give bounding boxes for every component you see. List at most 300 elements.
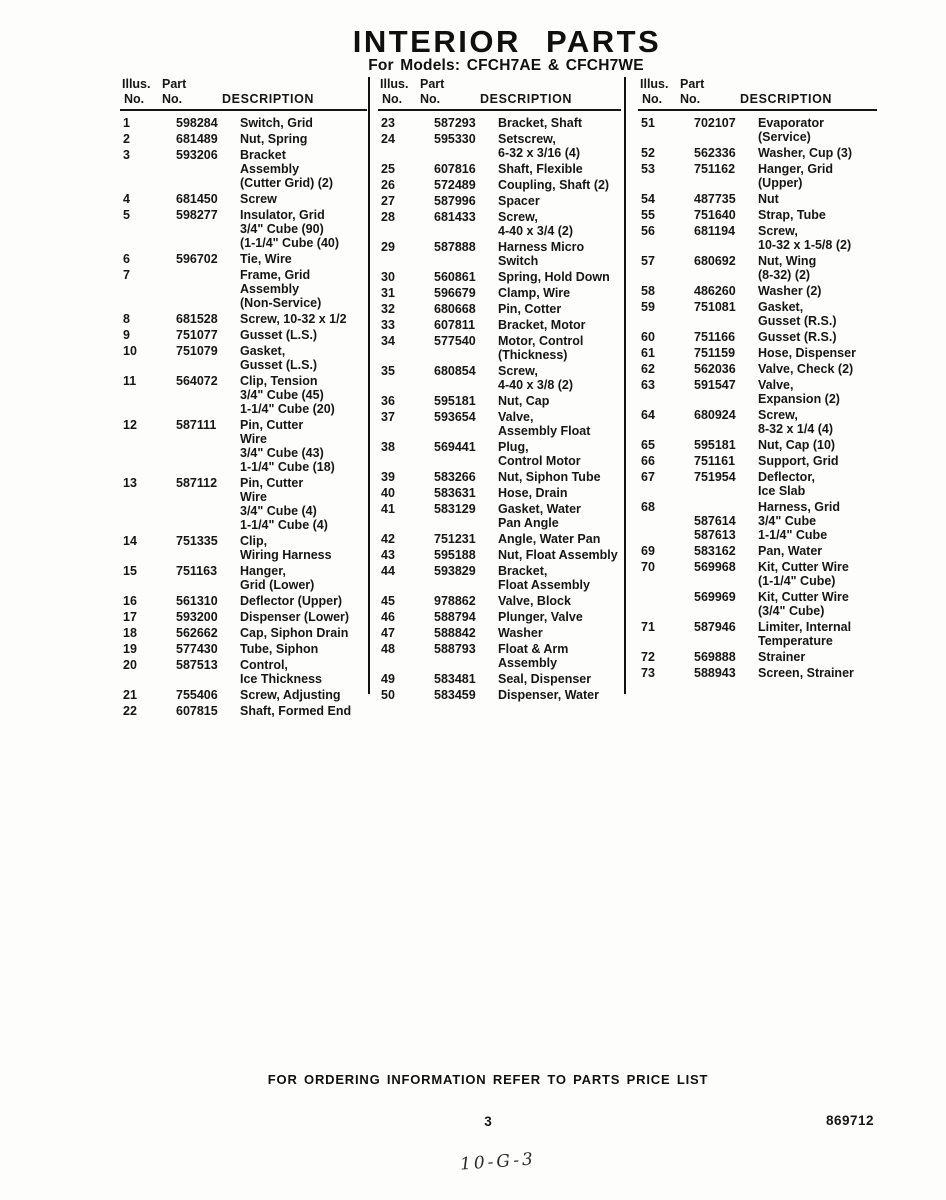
illus-no-cell: 73 <box>641 666 655 680</box>
illus-no-cell: 32 <box>381 302 395 316</box>
illus-no-cell: 68 <box>641 500 655 514</box>
table-row <box>378 578 621 592</box>
part-no-cell: 486260 <box>694 284 736 298</box>
description-cell: Shaft, Formed End <box>240 704 352 718</box>
description-cell: Strap, Tube <box>758 208 826 222</box>
part-no-cell: 681433 <box>434 210 476 224</box>
part-no-cell: 596702 <box>176 252 218 266</box>
part-no-cell: 598284 <box>176 116 218 130</box>
illus-no-cell <box>120 162 176 176</box>
table-row <box>120 236 367 250</box>
description-cell: Valve, Check (2) <box>758 362 854 376</box>
table-row <box>378 626 621 640</box>
table-row <box>638 560 877 574</box>
description-cell: Nut, Cap <box>498 394 550 408</box>
description-cell: Gasket, Water <box>498 502 581 516</box>
table-row <box>378 688 621 702</box>
illus-no-cell: 26 <box>381 178 395 192</box>
description-cell: Valve, <box>758 378 794 392</box>
illus-no-header: No. <box>642 92 663 106</box>
illus-no-cell: 16 <box>123 594 137 608</box>
table-row <box>638 162 877 176</box>
description-cell: Support, Grid <box>758 454 839 468</box>
table-row <box>378 440 621 454</box>
description-cell: Evaporator <box>758 116 824 130</box>
illus-no-cell <box>638 268 694 282</box>
part-no-cell <box>694 176 758 190</box>
illus-no-cell <box>120 460 176 474</box>
illus-no-cell <box>638 484 694 498</box>
parts-column <box>638 78 877 680</box>
table-row <box>638 422 877 436</box>
table-row <box>378 254 621 268</box>
illus-no-cell <box>120 388 176 402</box>
part-no-cell <box>176 460 240 474</box>
description-cell: Nut <box>758 192 779 206</box>
part-no-cell: 595330 <box>434 132 476 146</box>
illus-no-cell: 72 <box>641 650 655 664</box>
illus-no-cell: 39 <box>381 470 395 484</box>
table-row <box>638 392 877 406</box>
table-row <box>378 594 621 608</box>
illus-no-cell <box>638 574 694 588</box>
table-row <box>638 268 877 282</box>
table-row <box>638 544 877 558</box>
illus-no-cell: 36 <box>381 394 395 408</box>
description-cell: Dispenser, Water <box>498 688 599 702</box>
part-no-cell <box>434 146 498 160</box>
illus-no-cell <box>638 392 694 406</box>
part-no-cell: 587613 <box>694 528 736 542</box>
description-cell: Hanger, Grid <box>758 162 834 176</box>
table-row <box>120 344 367 358</box>
description-cell: Hose, Drain <box>498 486 568 500</box>
part-no-cell: 755406 <box>176 688 218 702</box>
illus-no-cell: 20 <box>123 658 137 672</box>
illus-no-cell <box>120 672 176 686</box>
table-row <box>120 626 367 640</box>
illus-no-cell: 64 <box>641 408 655 422</box>
header-rule <box>638 109 877 111</box>
description-cell: Insulator, Grid <box>240 208 325 222</box>
description-cell: Pan, Water <box>758 544 823 558</box>
page-subtitle: For Models: CFCH7AE & CFCH7WE <box>368 57 644 74</box>
description-cell: Bracket, Motor <box>498 318 586 332</box>
table-row <box>638 130 877 144</box>
table-row <box>378 240 621 254</box>
description-cell: Ice Slab <box>758 484 806 498</box>
table-row <box>120 578 367 592</box>
table-row <box>378 656 621 670</box>
table-row <box>638 176 877 190</box>
illus-no-cell: 5 <box>123 208 130 222</box>
part-no-cell: 583162 <box>694 544 736 558</box>
illus-no-cell <box>120 358 176 372</box>
description-cell: Limiter, Internal <box>758 620 852 634</box>
table-row <box>378 378 621 392</box>
part-no-cell: 593206 <box>176 148 218 162</box>
part-no-cell <box>434 348 498 362</box>
illus-no-cell: 30 <box>381 270 395 284</box>
part-no-cell: 751159 <box>694 346 736 360</box>
description-cell: (1-1/4" Cube (40) <box>240 236 340 250</box>
description-cell: Pan Angle <box>498 516 559 530</box>
table-row <box>378 454 621 468</box>
illus-no-cell: 21 <box>123 688 137 702</box>
illus-no-cell: 38 <box>381 440 395 454</box>
part-no-cell: 680854 <box>434 364 476 378</box>
illus-no-cell: 2 <box>123 132 130 146</box>
illus-no-cell: 43 <box>381 548 395 562</box>
illus-no-cell: 59 <box>641 300 655 314</box>
illus-no-cell <box>638 176 694 190</box>
part-no-cell: 587293 <box>434 116 476 130</box>
table-row <box>378 334 621 348</box>
table-row <box>638 590 877 604</box>
illus-no-cell: 62 <box>641 362 655 376</box>
illus-no-cell: 58 <box>641 284 655 298</box>
part-no-cell: 487735 <box>694 192 736 206</box>
illus-no-cell: 54 <box>641 192 655 206</box>
illus-no-cell <box>120 578 176 592</box>
table-row <box>378 146 621 160</box>
part-no-cell: 587111 <box>176 418 217 432</box>
description-cell: Plunger, Valve <box>498 610 583 624</box>
illus-no-cell: 29 <box>381 240 395 254</box>
table-row <box>638 378 877 392</box>
part-no-cell <box>176 504 240 518</box>
table-row <box>638 300 877 314</box>
part-no-cell: 680692 <box>694 254 736 268</box>
description-cell: Bracket, Shaft <box>498 116 583 130</box>
description-cell: Deflector (Upper) <box>240 594 343 608</box>
illus-no-header: No. <box>382 92 403 106</box>
part-no-cell: 681489 <box>176 132 218 146</box>
part-no-cell: 583129 <box>434 502 476 516</box>
rows <box>378 116 621 702</box>
part-no-cell <box>176 490 240 504</box>
table-row <box>120 312 367 326</box>
table-row <box>638 454 877 468</box>
table-row <box>378 516 621 530</box>
description-cell: Harness, Grid <box>758 500 840 514</box>
description-cell: Wire <box>240 432 267 446</box>
part-no-cell: 572489 <box>434 178 476 192</box>
description-cell: (8-32) (2) <box>758 268 811 282</box>
part-no-cell <box>176 388 240 402</box>
illus-no-cell: 55 <box>641 208 655 222</box>
illus-no-cell <box>638 514 694 528</box>
illus-no-cell <box>378 378 434 392</box>
part-no-cell: 569968 <box>694 560 736 574</box>
part-no-cell <box>434 656 498 670</box>
table-row <box>638 314 877 328</box>
table-row <box>638 408 877 422</box>
part-no-cell: 595188 <box>434 548 476 562</box>
table-row <box>638 438 877 452</box>
table-row <box>378 610 621 624</box>
table-row <box>378 502 621 516</box>
table-row <box>120 548 367 562</box>
part-no-cell: 751081 <box>694 300 736 314</box>
document-number: 869712 <box>826 1113 875 1128</box>
page-number: 3 <box>484 1114 492 1129</box>
part-no-cell: 595181 <box>694 438 736 452</box>
table-row <box>638 634 877 648</box>
table-row <box>120 432 367 446</box>
illus-no-cell: 19 <box>123 642 137 656</box>
description-cell: 8-32 x 1/4 (4) <box>758 422 834 436</box>
illus-no-cell: 46 <box>381 610 395 624</box>
illus-no-cell <box>120 446 176 460</box>
illus-no-cell: 18 <box>123 626 137 640</box>
table-row <box>378 470 621 484</box>
part-no-cell <box>176 358 240 372</box>
table-row <box>378 424 621 438</box>
table-row <box>378 318 621 332</box>
table-row <box>638 208 877 222</box>
illus-no-cell: 48 <box>381 642 395 656</box>
part-no-cell: 569441 <box>434 440 476 454</box>
part-no-cell: 607815 <box>176 704 218 718</box>
description-cell: 6-32 x 3/16 (4) <box>498 146 580 160</box>
description-cell: Strainer <box>758 650 806 664</box>
part-no-cell: 587946 <box>694 620 736 634</box>
part-header: Part <box>680 77 705 91</box>
part-no-cell: 751163 <box>176 564 218 578</box>
illus-no-cell <box>120 222 176 236</box>
table-row <box>120 374 367 388</box>
part-no-cell: 577430 <box>176 642 218 656</box>
description-cell: Setscrew, <box>498 132 556 146</box>
table-row <box>378 672 621 686</box>
illus-no-cell: 17 <box>123 610 137 624</box>
illus-no-cell: 11 <box>123 374 137 388</box>
part-no-cell <box>434 378 498 392</box>
description-cell: Assembly <box>240 162 300 176</box>
rows <box>120 116 367 718</box>
table-row <box>120 446 367 460</box>
table-row <box>120 176 367 190</box>
description-cell: Nut, Spring <box>240 132 308 146</box>
part-no-cell: 978862 <box>434 594 476 608</box>
table-row <box>378 532 621 546</box>
table-row <box>120 162 367 176</box>
part-header: Part <box>420 77 445 91</box>
table-row <box>638 620 877 634</box>
table-row <box>120 268 367 282</box>
part-no-cell: 680924 <box>694 408 736 422</box>
table-row <box>120 208 367 222</box>
illus-no-cell: 61 <box>641 346 655 360</box>
illus-no-cell <box>378 224 434 238</box>
description-cell: Screw, Adjusting <box>240 688 341 702</box>
description-cell: Assembly <box>240 282 300 296</box>
table-row <box>638 528 877 542</box>
table-row <box>378 410 621 424</box>
description-cell: Spacer <box>498 194 540 208</box>
description-cell: 4-40 x 3/4 (2) <box>498 224 574 238</box>
description-cell: Clamp, Wire <box>498 286 571 300</box>
part-no-cell: 588842 <box>434 626 476 640</box>
description-cell: Gasket, <box>240 344 286 358</box>
illus-no-cell <box>638 590 694 604</box>
illus-no-cell <box>120 236 176 250</box>
description-cell: Switch, Grid <box>240 116 313 130</box>
table-row <box>638 574 877 588</box>
illus-no-cell: 42 <box>381 532 395 546</box>
table-row <box>120 402 367 416</box>
table-row <box>120 296 367 310</box>
part-no-cell: 593829 <box>434 564 476 578</box>
table-row <box>120 388 367 402</box>
description-cell: Tube, Siphon <box>240 642 319 656</box>
description-cell: Screw, <box>758 224 798 238</box>
table-row <box>638 284 877 298</box>
part-no-cell <box>694 500 758 514</box>
illus-no-cell <box>638 238 694 252</box>
illus-no-cell: 44 <box>381 564 395 578</box>
part-no-cell <box>176 222 240 236</box>
part-no-cell: 681528 <box>176 312 218 326</box>
parts-column <box>378 78 621 702</box>
part-no-cell: 681450 <box>176 192 218 206</box>
table-row <box>378 132 621 146</box>
table-row <box>120 518 367 532</box>
illus-no-cell: 47 <box>381 626 395 640</box>
description-cell: Screen, Strainer <box>758 666 854 680</box>
description-cell: 1-1/4" Cube (4) <box>240 518 328 532</box>
handwritten-note: 10-G-3 <box>459 1149 537 1175</box>
table-row <box>120 594 367 608</box>
table-row <box>378 348 621 362</box>
illus-no-cell: 13 <box>123 476 137 490</box>
parts-column <box>120 78 367 718</box>
table-row <box>120 116 367 130</box>
table-row <box>120 642 367 656</box>
illus-no-cell: 56 <box>641 224 655 238</box>
illus-no-cell: 28 <box>381 210 395 224</box>
illus-no-cell: 69 <box>641 544 655 558</box>
description-cell: Control Motor <box>498 454 581 468</box>
part-no-header: No. <box>162 92 183 106</box>
description-cell: Control, <box>240 658 288 672</box>
part-no-cell <box>694 574 758 588</box>
table-row <box>120 534 367 548</box>
part-no-header: No. <box>420 92 441 106</box>
table-row <box>378 270 621 284</box>
description-cell: (Non-Service) <box>240 296 322 310</box>
description-cell: (Thickness) <box>498 348 568 362</box>
illus-no-cell: 14 <box>123 534 137 548</box>
description-cell: Coupling, Shaft (2) <box>498 178 610 192</box>
table-row <box>120 476 367 490</box>
part-no-cell <box>176 432 240 446</box>
illus-no-cell: 7 <box>123 268 130 282</box>
description-cell: Motor, Control <box>498 334 584 348</box>
description-cell: Assembly Float <box>498 424 591 438</box>
table-row <box>378 162 621 176</box>
illus-no-cell <box>378 146 434 160</box>
description-cell: Assembly <box>498 656 558 670</box>
part-no-cell: 560861 <box>434 270 476 284</box>
illus-no-cell: 24 <box>381 132 395 146</box>
description-cell: Valve, Block <box>498 594 571 608</box>
illus-no-cell <box>120 518 176 532</box>
description-header: DESCRIPTION <box>222 92 315 106</box>
part-no-cell <box>694 604 758 618</box>
table-row <box>638 666 877 680</box>
description-cell: Float Assembly <box>498 578 590 592</box>
illus-no-cell <box>120 402 176 416</box>
description-cell: Wiring Harness <box>240 548 332 562</box>
part-no-cell: 751335 <box>176 534 218 548</box>
description-cell: Gusset (R.S.) <box>758 330 837 344</box>
description-cell: Shaft, Flexible <box>498 162 583 176</box>
part-no-cell: 751077 <box>176 328 218 342</box>
illus-no-cell: 23 <box>381 116 395 130</box>
part-no-cell: 577540 <box>434 334 476 348</box>
description-cell: Spring, Hold Down <box>498 270 610 284</box>
illus-no-cell: 71 <box>641 620 655 634</box>
illus-no-cell: 67 <box>641 470 655 484</box>
description-cell: Valve, <box>498 410 534 424</box>
part-no-cell: 569969 <box>694 590 736 604</box>
table-row <box>120 504 367 518</box>
column-divider <box>624 77 626 694</box>
illus-no-cell: 57 <box>641 254 655 268</box>
description-cell: Frame, Grid <box>240 268 311 282</box>
part-no-cell: 593200 <box>176 610 218 624</box>
description-cell: Washer, Cup (3) <box>758 146 852 160</box>
table-row <box>638 346 877 360</box>
illus-no-cell <box>638 634 694 648</box>
part-no-header: No. <box>680 92 701 106</box>
illus-no-cell: 66 <box>641 454 655 468</box>
illus-no-cell: 45 <box>381 594 395 608</box>
part-no-cell <box>434 424 498 438</box>
illus-no-cell: 15 <box>123 564 137 578</box>
table-row <box>120 358 367 372</box>
illus-no-cell: 63 <box>641 378 655 392</box>
description-cell: Clip, <box>240 534 268 548</box>
description-cell: Screw, <box>498 210 538 224</box>
description-cell: Angle, Water Pan <box>498 532 601 546</box>
illus-no-cell: 49 <box>381 672 395 686</box>
table-row <box>120 282 367 296</box>
table-row <box>120 252 367 266</box>
illus-no-cell: 34 <box>381 334 395 348</box>
illus-no-cell: 65 <box>641 438 655 452</box>
part-no-cell: 681194 <box>694 224 736 238</box>
table-row <box>378 394 621 408</box>
description-cell: Screw, <box>758 408 798 422</box>
illus-no-cell: 52 <box>641 146 655 160</box>
table-row <box>120 460 367 474</box>
part-no-cell: 583631 <box>434 486 476 500</box>
illus-no-cell <box>120 296 176 310</box>
illus-no-cell <box>378 578 434 592</box>
description-cell: Gusset (L.S.) <box>240 358 318 372</box>
description-cell: Wire <box>240 490 267 504</box>
part-no-cell: 562336 <box>694 146 736 160</box>
description-cell: (Cutter Grid) (2) <box>240 176 334 190</box>
table-row <box>120 672 367 686</box>
illus-no-cell: 51 <box>641 116 655 130</box>
table-row <box>378 178 621 192</box>
illus-no-cell <box>378 348 434 362</box>
table-row <box>120 328 367 342</box>
